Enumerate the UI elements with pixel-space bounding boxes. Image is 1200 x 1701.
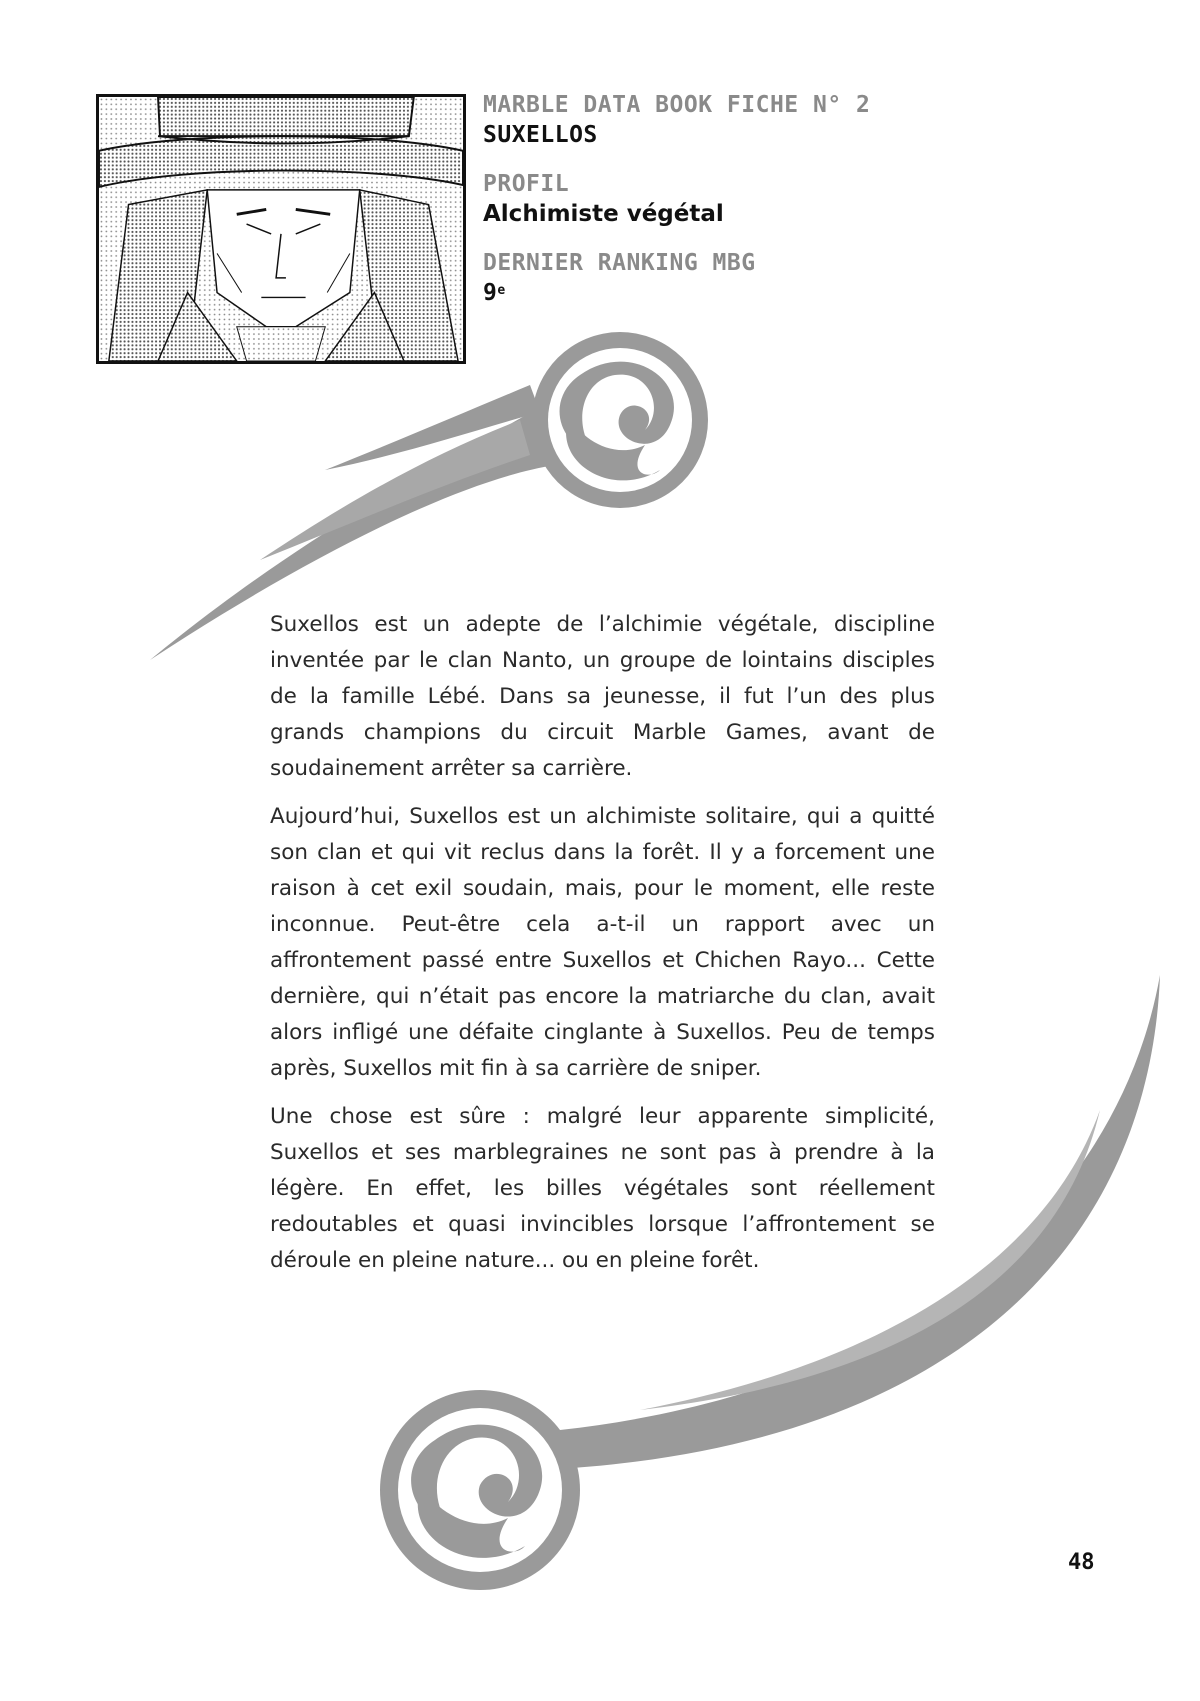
- paragraph: Une chose est sûre : malgré leur apparente simplicité, Suxellos et ses marblegraines ne sont pas à prendre à la légère. En effet, les billes végétales sont réellement redoutables et quasi invincibles lorsque l’affrontement se déroule en pleine nature... ou en pleine forêt.: [270, 1104, 935, 1273]
- fiche-label: MARBLE DATA BOOK FICHE N° 2: [483, 92, 871, 118]
- paragraph: Suxellos est un adepte de l’alchimie végétale, discipline inventée par le clan Nanto, un groupe de lointains disciples de la famille Lébé. Dans sa jeunesse, il fut l’un des plus grands champions du circuit Marble Games, avant de soudainement arrêter sa carrière.: [270, 612, 935, 781]
- profile-value: Alchimiste végétal: [483, 201, 724, 227]
- marble-emblem-icon: [380, 1390, 580, 1590]
- paragraph: Aujourd’hui, Suxellos est un alchimiste solitaire, qui a quitté son clan et qui vit reclus dans la forêt. Il y a forcement une raison à cet exil soudain, mais, pour le moment, elle reste inconnue. Peut-être cela a-t-il un rapport avec un affrontement passé entre Suxellos et Chichen Rayo... Cette dernière, qui n’était pas encore la matriarche du clan, avait alors infligé une défaite cinglante à Suxellos. Peu de temps après, Suxellos mit fin à sa carrière de sniper.: [270, 804, 935, 1081]
- profile-header: [483, 90, 1043, 308]
- description-body: [270, 607, 935, 1291]
- ranking-value: [483, 278, 1043, 308]
- character-name: SUXELLOS: [483, 122, 598, 148]
- character-portrait-illustration: [99, 97, 463, 361]
- character-portrait: [96, 94, 466, 364]
- upper-swoosh-streak: [260, 420, 530, 560]
- ranking-label: DERNIER RANKING MBG: [483, 250, 756, 276]
- ranking-suffix: e: [497, 283, 506, 298]
- profile-label: PROFIL: [483, 171, 570, 197]
- ranking-number: 9: [483, 280, 498, 306]
- marble-emblem-icon: [532, 332, 708, 508]
- page-number: 48: [1068, 1550, 1095, 1575]
